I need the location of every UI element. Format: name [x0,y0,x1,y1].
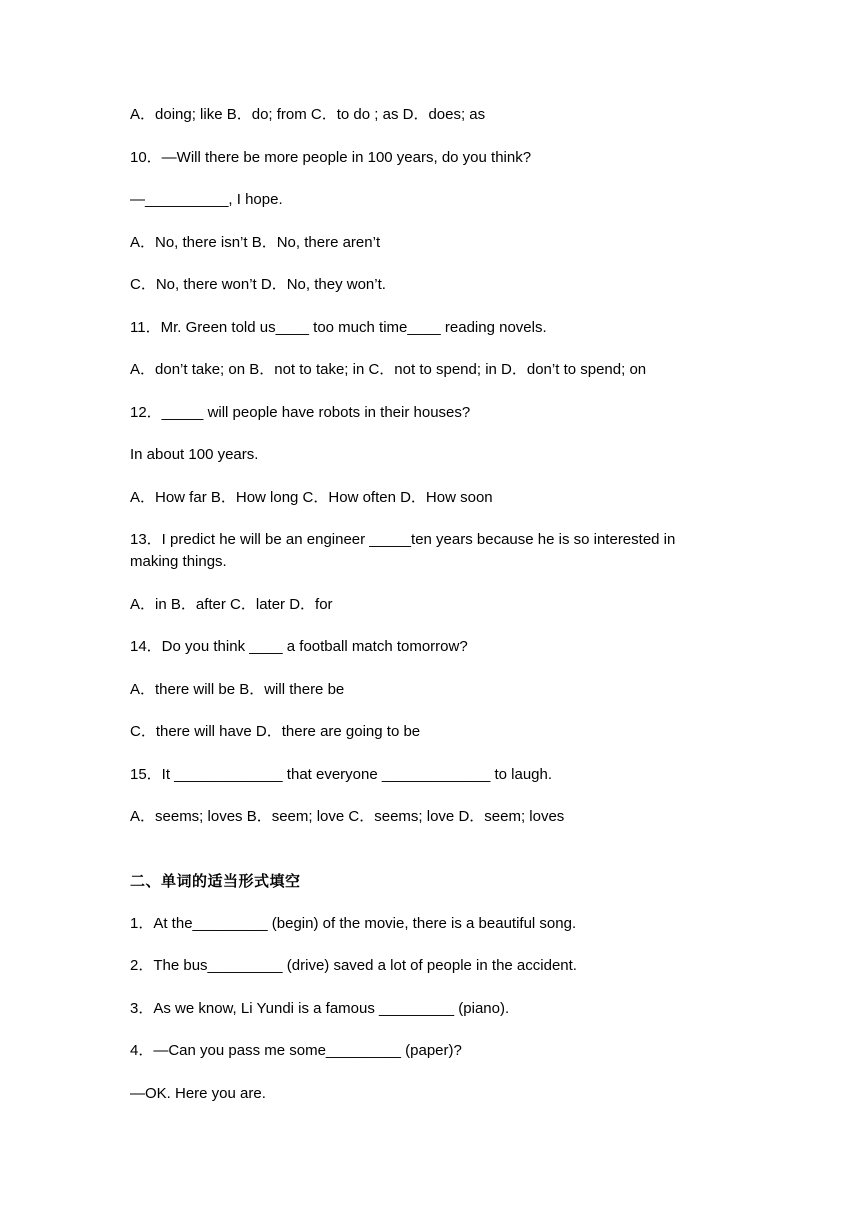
option-line: A．doing; like B．do; from C．to do ; as D．does; as [130,106,486,123]
document-content [130,104,720,1125]
option-line: C．there will have D．there are going to be [130,723,421,740]
fill-in-item-3: 3．As we know, Li Yundi is a famous _________ (piano). [130,999,510,1017]
dialogue-response: —OK. Here you are. [130,1084,266,1102]
section-heading: 二、单词的适当形式填空 [130,872,301,890]
fill-in-item-1: 1．At the_________ (begin) of the movie, there is a beautiful song. [130,914,577,932]
option-line: A．in B．after C．later D．for [130,595,333,613]
dialogue-response: —__________, I hope. [130,191,283,208]
option-line: A．there will be B．will there be [130,680,345,698]
option-line: A．How far B．How long C．How often D．How soon [130,488,493,506]
option-line: C．No, there won’t D．No, they won’t. [130,276,386,293]
fill-in-item-4: 4．—Can you pass me some_________ (paper)? [130,1042,462,1059]
question-11: 11．Mr. Green told us____ too much time____ reading novels. [130,318,547,336]
fill-in-item-2: 2．The bus_________ (drive) saved a lot of people in the accident. [130,957,577,974]
option-line: A．don’t take; on B．not to take; in C．not to spend; in D．don’t to spend; on [130,361,647,378]
question-13: 13．I predict he will be an engineer _____ten years because he is so interested in making things. [130,531,680,570]
dialogue-response: In about 100 years. [130,446,259,463]
question-14: 14．Do you think ____ a football match tomorrow? [130,638,468,655]
question-15: 15．It _____________ that everyone _____________ to laugh. [130,765,553,783]
question-12: 12．_____ will people have robots in their houses? [130,403,471,421]
option-line: A．seems; loves B．seem; love C．seems; love D．seem; loves [130,808,565,825]
question-10: 10．—Will there be more people in 100 years, do you think? [130,148,532,166]
option-line: A．No, there isn’t B．No, there aren’t [130,233,381,251]
